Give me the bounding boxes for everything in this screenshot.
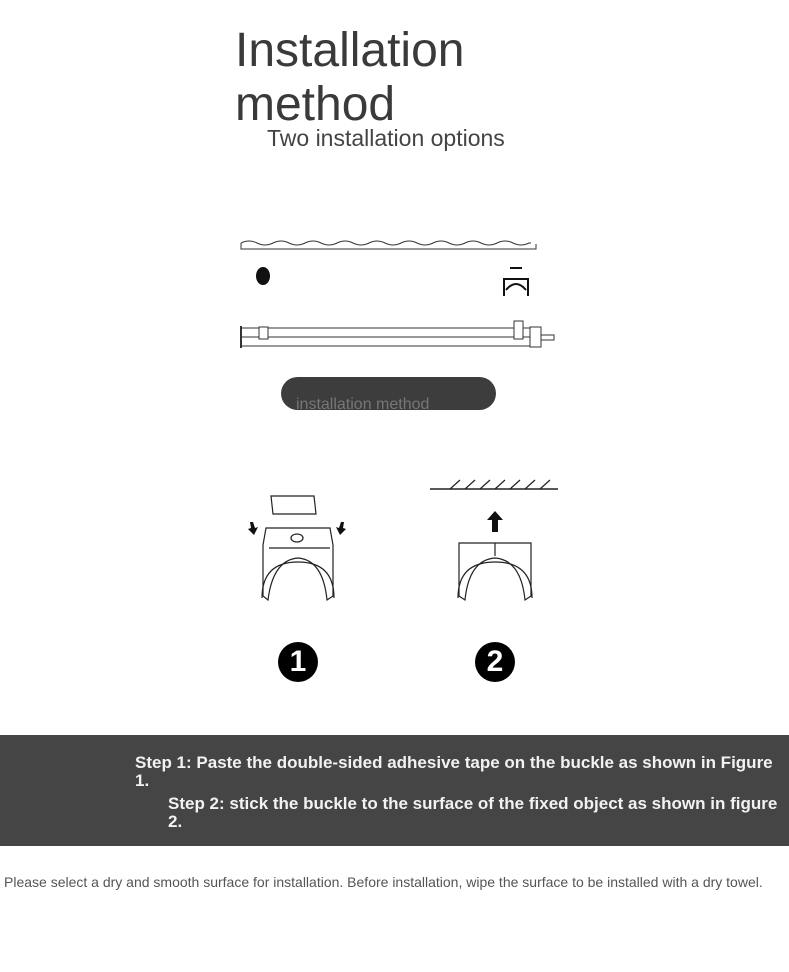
installation-note: Please select a dry and smooth surface for installation. Before installation, wipe the surface to be installed with a dry towel. xyxy=(4,874,763,890)
arrow-up-icon xyxy=(487,511,503,532)
step-2-text: Step 2: stick the buckle to the surface of the fixed object as shown in figure 2. xyxy=(168,794,778,831)
hook-right-icon xyxy=(504,268,528,296)
page-title: Installation method xyxy=(235,24,465,131)
figure-2-buckle xyxy=(430,480,558,600)
page-subtitle: Two installation options xyxy=(267,125,505,151)
step-1-text: Step 1: Paste the double-sided adhesive tape on the buckle as shown in Figure 1. xyxy=(135,753,773,790)
figure-number-2: 2 xyxy=(475,642,515,682)
wavy-strip xyxy=(241,241,536,249)
method-label: installation method xyxy=(296,396,430,413)
figure-number-1: 1 xyxy=(278,642,318,682)
figure-1-buckle xyxy=(262,496,334,600)
hook-left-icon xyxy=(256,267,270,285)
curtain-rod xyxy=(241,321,554,348)
